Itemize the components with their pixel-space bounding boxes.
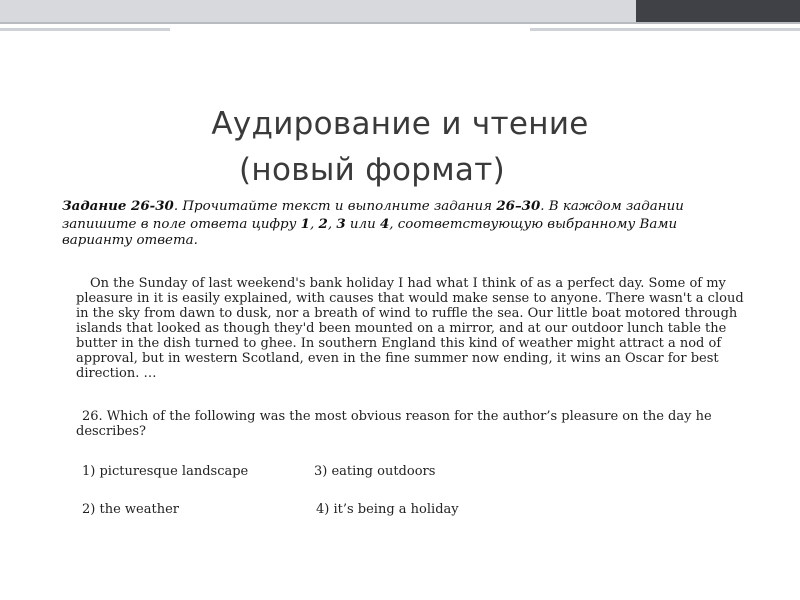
- task-range: 26–30: [496, 198, 541, 214]
- accent-dash: [530, 28, 800, 31]
- task-text: , соответствующую выбранному Вами варианту ответа.: [62, 216, 678, 248]
- task-text: ,: [309, 216, 319, 232]
- task-instructions: [62, 198, 742, 250]
- task-text: . Прочитайте текст и выполните задания: [173, 199, 497, 214]
- accent-dash: [0, 28, 170, 31]
- task-digit: 4: [379, 215, 390, 232]
- task-digit: 3: [336, 215, 346, 232]
- accent-strip: [0, 22, 800, 24]
- answer-option-4: 4) it’s being a holiday: [316, 502, 459, 517]
- page-title: Аудирование и чтение: [211, 106, 589, 142]
- answer-option-2: 2) the weather: [82, 502, 179, 517]
- top-decor-bar-dark: [636, 0, 800, 22]
- answer-option-1: 1) picturesque landscape: [82, 464, 249, 479]
- page-subtitle: (новый формат): [239, 152, 505, 188]
- task-label: Задание 26-30: [62, 198, 174, 214]
- answer-option-3: 3) eating outdoors: [314, 464, 436, 479]
- task-digit: 2: [318, 215, 328, 232]
- task-text: . В каждом задании запишите в поле ответа цифру: [62, 199, 684, 232]
- task-text: или: [345, 216, 380, 232]
- task-digit: 1: [300, 215, 310, 232]
- question-26: 26. Which of the following was the most obvious reason for the author’s pleasure on the day he describes?: [76, 409, 712, 439]
- reading-passage: On the Sunday of last weekend's bank holiday I had what I think of as a perfect day. Some of my pleasure in it is easily explained, with causes that would make sense to anyone. There wasn't a cloud in the sky from dawn to dusk, nor a breath of wind to ruffle the sea. Our little boat motored through islands that looked as though they'd been mounted on a mirror, and at our outdoor lunch table the butter in the dish turned to ghee. In southern England this kind of weather might attract a nod of approval, but in western Scotland, even in the fine summer now ending, it wins an Oscar for best direction. …: [76, 276, 744, 381]
- task-text: ,: [327, 216, 337, 232]
